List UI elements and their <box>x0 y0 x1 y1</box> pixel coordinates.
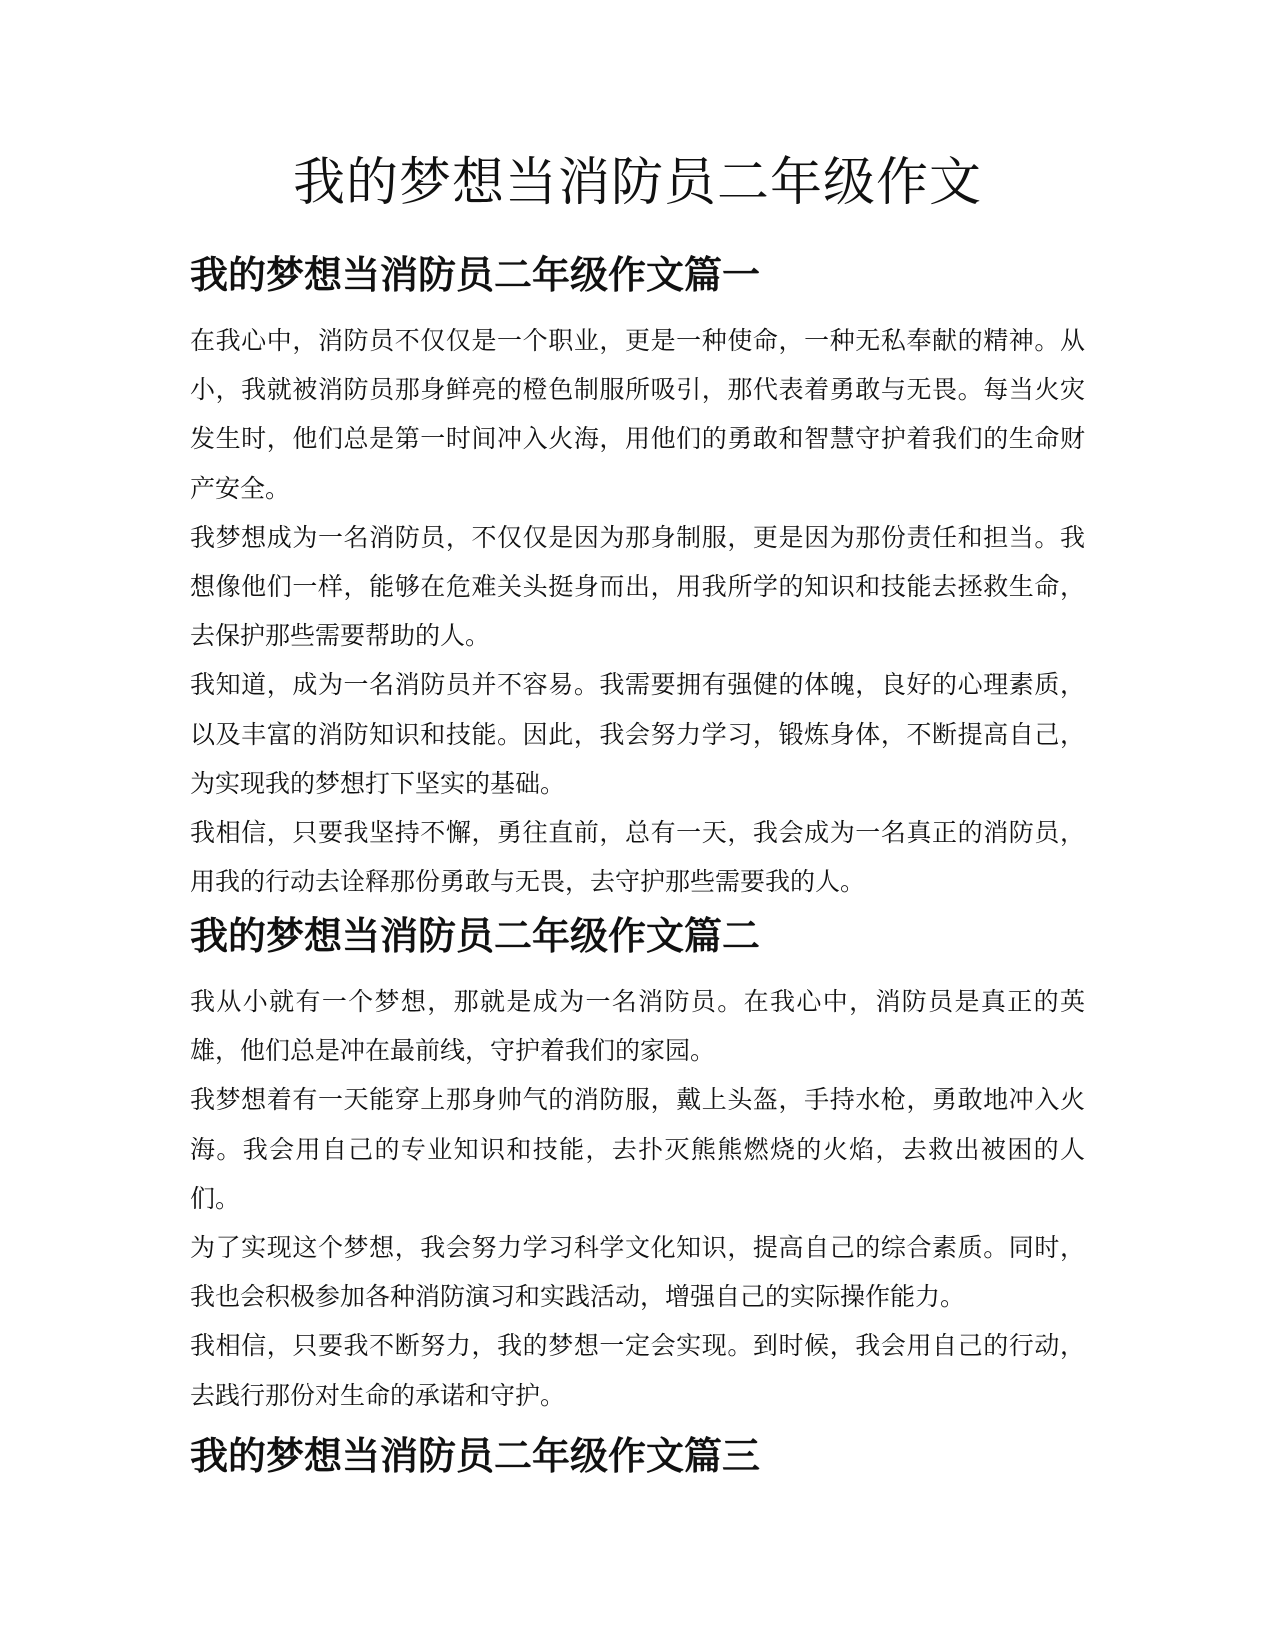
section-heading-3: 我的梦想当消防员二年级作文篇三 <box>190 1433 761 1478</box>
paragraph: 我梦想着有一天能穿上那身帅气的消防服，戴上头盔，手持水枪，勇敢地冲入火海。我会用自己的专业知识和技能，去扑灭熊熊燃烧的火焰，去救出被困的人们。 <box>190 1085 1085 1213</box>
paragraph: 为了实现这个梦想，我会努力学习科学文化知识，提高自己的综合素质。同时，我也会积极参加各种消防演习和实践活动，增强自己的实际操作能力。 <box>190 1233 1085 1312</box>
page-title: 我的梦想当消防员二年级作文 <box>292 153 982 213</box>
paragraph: 我从小就有一个梦想，那就是成为一名消防员。在我心中，消防员是真正的英雄，他们总是冲在最前线，守护着我们的家园。 <box>190 987 1085 1066</box>
paragraph: 在我心中，消防员不仅仅是一个职业，更是一种使命，一种无私奉献的精神。从小，我就被消防员那身鲜亮的橙色制服所吸引，那代表着勇敢与无畏。每当火灾发生时，他们总是第一时间冲入火海，用他们的勇敢和智慧守护着我们的生命财产安全。 <box>190 326 1085 503</box>
section-body-1 <box>190 316 1085 906</box>
section-heading-1: 我的梦想当消防员二年级作文篇一 <box>190 252 761 297</box>
paragraph: 我梦想成为一名消防员，不仅仅是因为那身制服，更是因为那份责任和担当。我想像他们一样，能够在危难关头挺身而出，用我所学的知识和技能去拯救生命，去保护那些需要帮助的人。 <box>190 522 1085 651</box>
paragraph: 我知道，成为一名消防员并不容易。我需要拥有强健的体魄，良好的心理素质，以及丰富的消防知识和技能。因此，我会努力学习，锻炼身体，不断提高自己，为实现我的梦想打下坚实的基础。 <box>190 670 1085 798</box>
paragraph: 我相信，只要我不断努力，我的梦想一定会实现。到时候，我会用自己的行动，去践行那份对生命的承诺和守护。 <box>190 1331 1085 1410</box>
section-body-2 <box>190 977 1085 1420</box>
paragraph: 我相信，只要我坚持不懈，勇往直前，总有一天，我会成为一名真正的消防员，用我的行动去诠释那份勇敢与无畏，去守护那些需要我的人。 <box>190 818 1085 897</box>
section-heading-2: 我的梦想当消防员二年级作文篇二 <box>190 913 761 958</box>
